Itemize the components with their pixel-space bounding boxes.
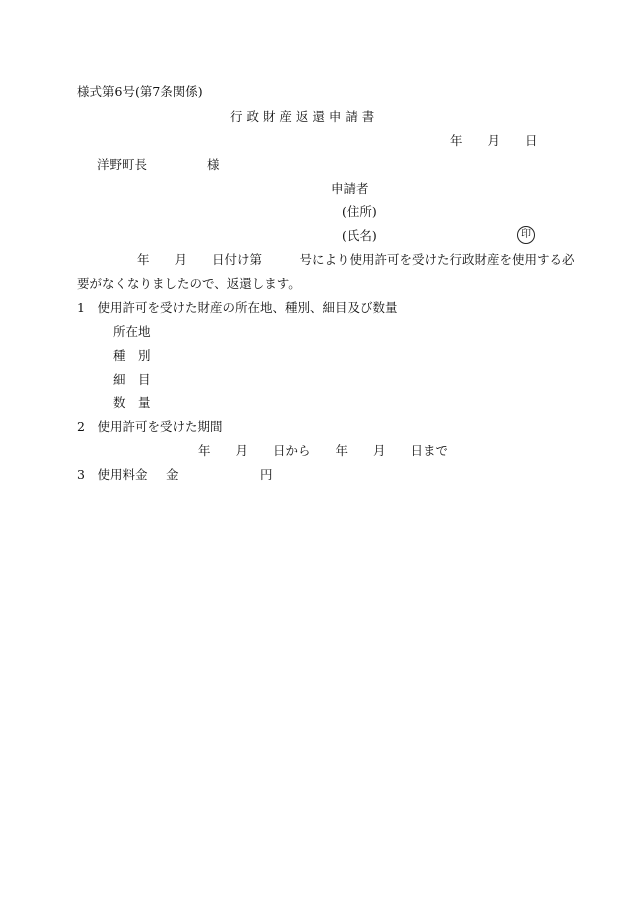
section-1-item-quantity: 数 量 bbox=[113, 395, 151, 410]
body-text-line-1: 年 月 日付け第 号により使用許可を受けた行政財産を使用する必 bbox=[137, 252, 575, 267]
section-3-amount-prefix: 金 bbox=[166, 467, 179, 482]
section-1-heading: 1 使用許可を受けた財産の所在地、種別、細目及び数量 bbox=[77, 300, 398, 315]
section-2-heading: 2 使用許可を受けた期間 bbox=[77, 419, 223, 434]
applicant-address-label: (住所) bbox=[342, 204, 377, 219]
section-3-label: 3 使用料金 bbox=[77, 467, 148, 482]
addressee-honorific: 様 bbox=[207, 157, 220, 172]
section-2-period: 年 月 日から 年 月 日まで bbox=[198, 443, 449, 458]
document-title: 行 政 財 産 返 還 申 請 書 bbox=[230, 109, 375, 124]
seal-mark: 印 bbox=[517, 226, 535, 244]
addressee-name: 洋野町長 bbox=[97, 157, 148, 172]
section-1-item-type: 種 別 bbox=[113, 348, 151, 363]
section-1-item-location: 所在地 bbox=[113, 324, 151, 339]
form-number: 様式第6号(第7条関係) bbox=[77, 84, 203, 99]
applicant-label: 申請者 bbox=[331, 181, 369, 196]
section-1-item-detail: 細 目 bbox=[113, 372, 151, 387]
body-text-line-2: 要がなくなりましたので、返還します。 bbox=[77, 276, 301, 291]
applicant-name-label: (氏名) bbox=[342, 228, 377, 243]
section-3-unit: 円 bbox=[260, 467, 273, 482]
date-line: 年 月 日 bbox=[450, 133, 538, 148]
